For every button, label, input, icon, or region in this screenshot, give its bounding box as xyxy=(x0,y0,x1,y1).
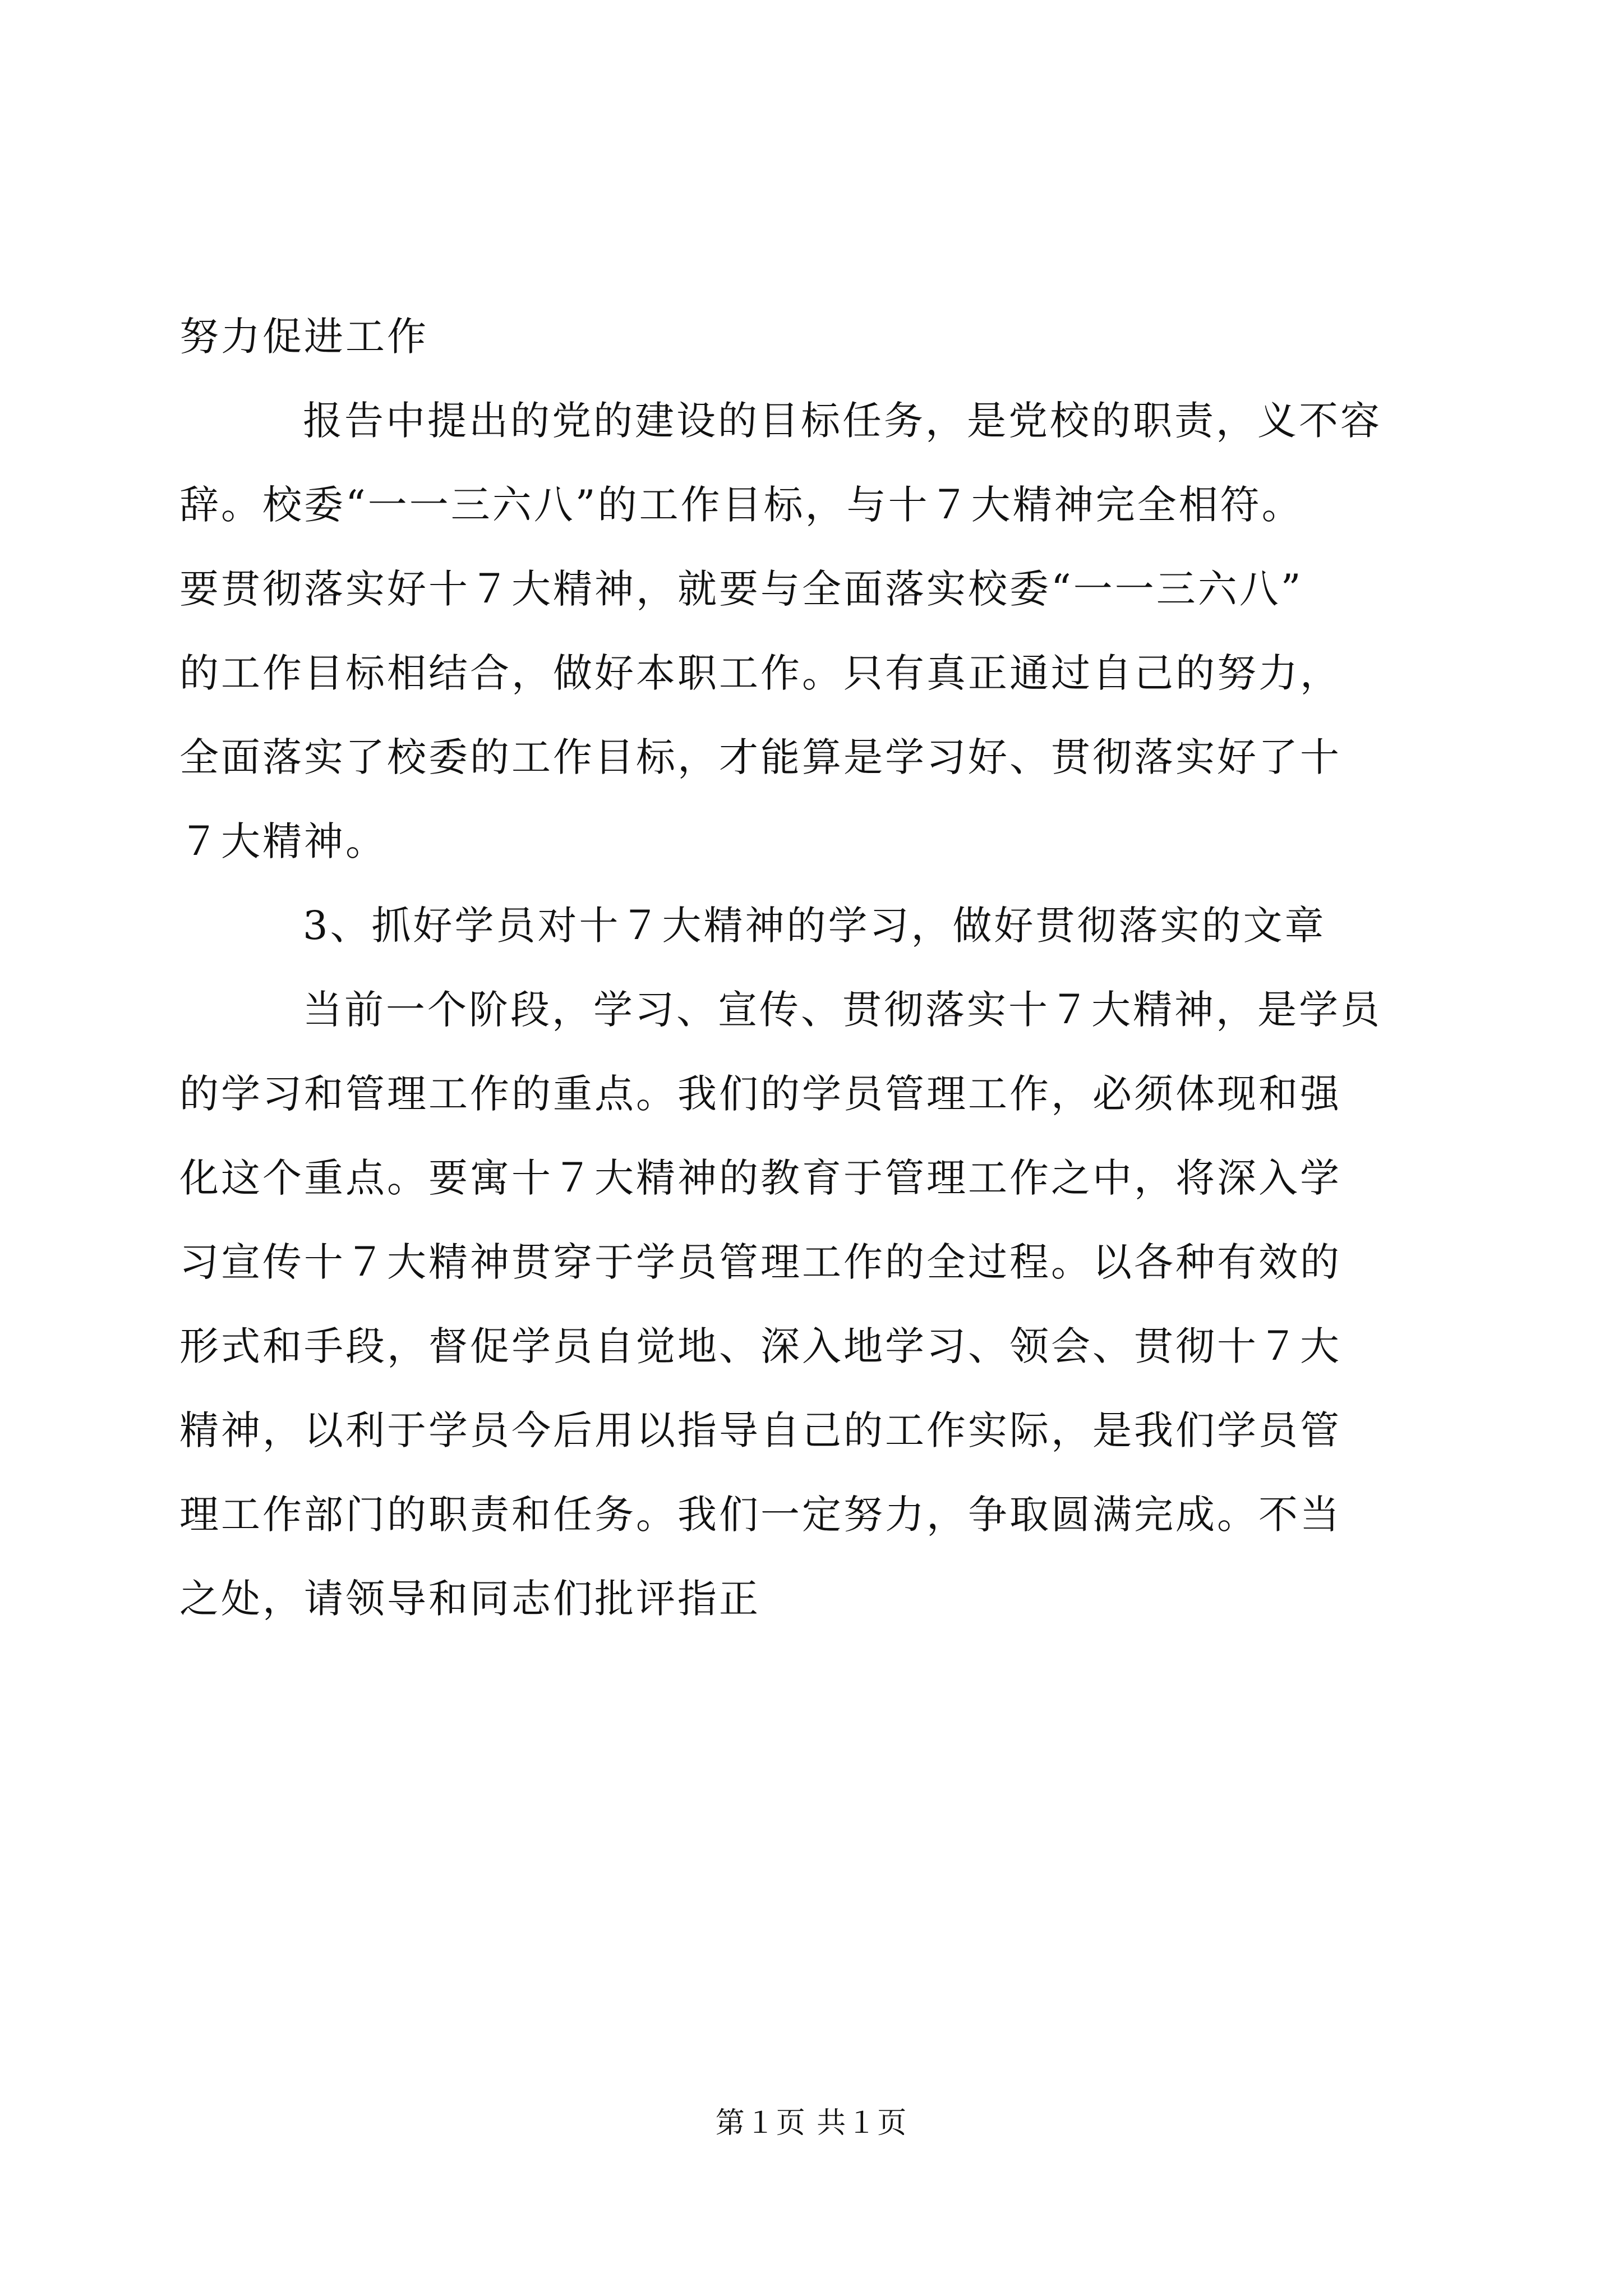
text-line-11: 化这个重点。要寓十７大精神的教育于管理工作之中，将深入学 xyxy=(179,1155,1341,1201)
text-line-7: ７大精神。 xyxy=(179,818,387,864)
text-line-12: 习宣传十７大精神贯穿于学员管理工作的全过程。以各种有效的 xyxy=(179,1239,1341,1285)
text-line-4: 要贯彻落实好十７大精神，就要与全面落实校委“一一三六八” xyxy=(179,566,1303,612)
text-line-16: 之处，请领导和同志们批评指正 xyxy=(179,1576,760,1622)
text-line-2: 报告中提出的党的建设的目标任务，是党校的职责，义不容 xyxy=(303,398,1382,444)
text-line-13: 形式和手段，督促学员自觉地、深入地学习、领会、贯彻十７大 xyxy=(179,1323,1341,1369)
text-line-1: 努力促进工作 xyxy=(179,314,428,360)
section-heading-3: 3、抓好学员对十７大精神的学习，做好贯彻落实的文章 xyxy=(303,903,1326,949)
text-line-3: 辞。校委“一一三六八”的工作目标，与十７大精神完全相符。 xyxy=(179,482,1303,528)
text-line-14: 精神，以利于学员今后用以指导自己的工作实际，是我们学员管 xyxy=(179,1407,1341,1453)
text-line-15: 理工作部门的职责和任务。我们一定努力，争取圆满完成。不当 xyxy=(179,1492,1341,1538)
text-line-10: 的学习和管理工作的重点。我们的学员管理工作，必须体现和强 xyxy=(179,1071,1341,1117)
text-line-6: 全面落实了校委的工作目标，才能算是学习好、贯彻落实好了十 xyxy=(179,734,1341,780)
text-line-9: 当前一个阶段，学习、宣传、贯彻落实十７大精神，是学员 xyxy=(303,987,1382,1033)
page-number-footer: 第１页 共１页 xyxy=(715,2106,908,2140)
text-line-5: 的工作目标相结合，做好本职工作。只有真正通过自己的努力， xyxy=(179,650,1341,696)
